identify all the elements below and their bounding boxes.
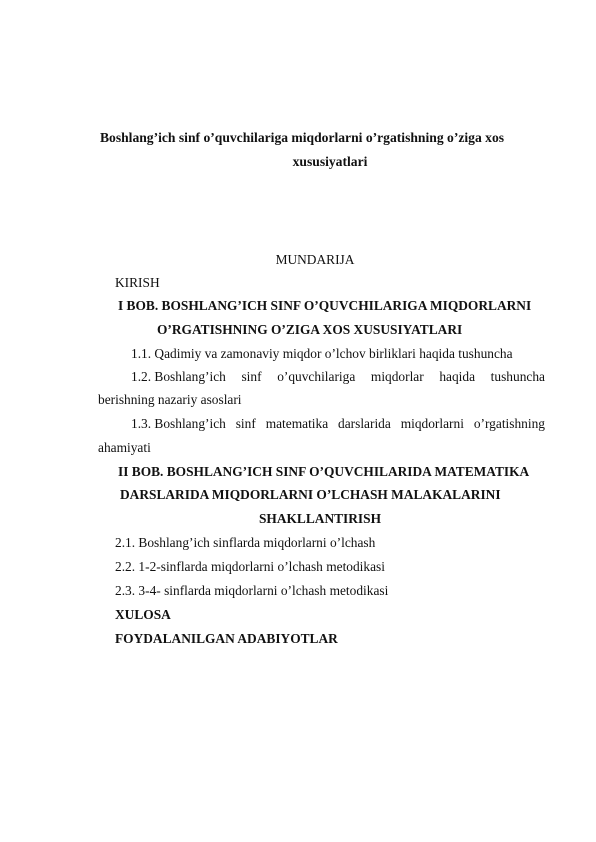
document-title-line-1: Boshlang’ich sinf o’quvchilariga miqdorlarni o’rgatishning o’ziga xos bbox=[99, 130, 505, 145]
toc-word: darslarida bbox=[338, 416, 391, 431]
toc-section-1-2-line-1 bbox=[131, 369, 545, 385]
toc-word: matematika bbox=[265, 416, 329, 431]
toc-chapter-2-line-1: II BOB. BOSHLANG’ICH SINF O’QUVCHILARIDA MATEMATIKA bbox=[118, 464, 530, 479]
toc-word: miqdorlar bbox=[370, 369, 424, 384]
toc-section-1-1: 1.1. Qadimiy va zamonaviy miqdor o’lchov birliklari haqida tushuncha bbox=[131, 346, 513, 361]
toc-chapter-2-line-2: DARSLARIDA MIQDORLARNI O’LCHASH MALAKALARINI bbox=[120, 487, 501, 502]
toc-word: o’quvchilariga bbox=[277, 369, 356, 384]
toc-section-1-3-line-1 bbox=[131, 416, 545, 432]
toc-word: o’rgatishning bbox=[473, 416, 545, 431]
toc-entry-references: FOYDALANILGAN ADABIYOTLAR bbox=[115, 631, 338, 646]
toc-chapter-1-line-1: I BOB. BOSHLANG’ICH SINF O’QUVCHILARIGA MIQDORLARNI bbox=[118, 298, 532, 313]
toc-section-2-3: 2.3. 3-4- sinflarda miqdorlarni o’lchash metodikasi bbox=[115, 583, 389, 598]
toc-word: 1.2. Boshlang’ich bbox=[131, 369, 226, 384]
toc-word: sinf bbox=[235, 416, 256, 431]
toc-word: sinf bbox=[241, 369, 262, 384]
toc-chapter-2-line-3: SHAKLLANTIRISH bbox=[258, 511, 382, 526]
toc-heading: MUNDARIJA bbox=[275, 252, 355, 267]
toc-entry-xulosa: XULOSA bbox=[115, 607, 171, 622]
toc-section-2-2: 2.2. 1-2-sinflarda miqdorlarni o’lchash metodikasi bbox=[115, 559, 385, 574]
toc-section-1-2-line-2: berishning nazariy asoslari bbox=[98, 392, 242, 407]
toc-word: haqida bbox=[439, 369, 476, 384]
toc-chapter-1-line-2: O’RGATISHNING O’ZIGA XOS XUSUSIYATLARI bbox=[157, 322, 463, 337]
toc-section-1-3-line-2: ahamiyati bbox=[98, 440, 151, 455]
toc-word: miqdorlarni bbox=[400, 416, 464, 431]
toc-entry-kirish: KIRISH bbox=[115, 275, 160, 290]
document-title-line-2: xususiyatlari bbox=[292, 154, 368, 169]
toc-word: 1.3. Boshlang’ich bbox=[131, 416, 226, 431]
toc-word: tushuncha bbox=[490, 369, 545, 384]
toc-section-2-1: 2.1. Boshlang’ich sinflarda miqdorlarni o’lchash bbox=[115, 535, 376, 550]
